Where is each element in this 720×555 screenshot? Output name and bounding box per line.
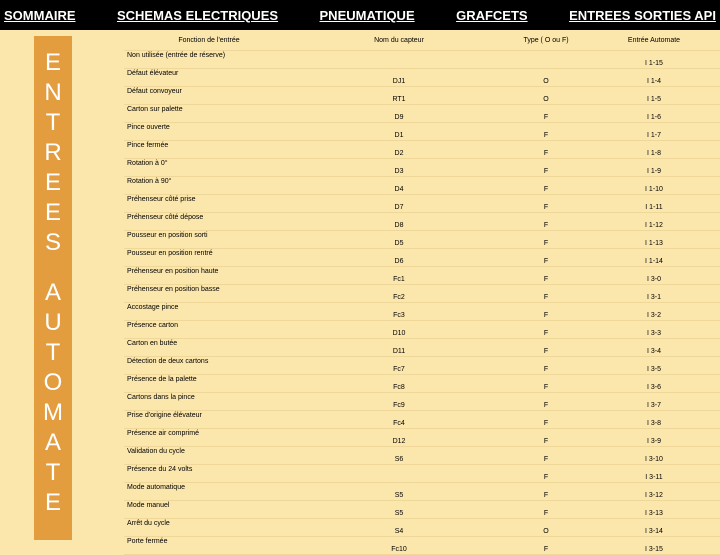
cell-capteur: D5 bbox=[294, 231, 504, 249]
table-row bbox=[124, 483, 720, 501]
cell-capteur: S4 bbox=[294, 519, 504, 537]
cell-entree: I 1-11 bbox=[588, 195, 720, 213]
cell-fonction: Rotation à 90° bbox=[124, 177, 294, 195]
cell-entree: I 1-15 bbox=[588, 51, 720, 69]
cell-capteur: Fc7 bbox=[294, 357, 504, 375]
table-header-row bbox=[124, 30, 720, 51]
table-body bbox=[124, 51, 720, 555]
cell-capteur: D12 bbox=[294, 429, 504, 447]
cell-type: F bbox=[504, 141, 588, 159]
cell-entree: I 3-2 bbox=[588, 303, 720, 321]
side-letter: N bbox=[44, 79, 62, 106]
cell-entree: I 3-1 bbox=[588, 285, 720, 303]
cell-capteur: S5 bbox=[294, 483, 504, 501]
table-row bbox=[124, 213, 720, 231]
cell-type: F bbox=[504, 267, 588, 285]
table-row bbox=[124, 195, 720, 213]
cell-type: F bbox=[504, 357, 588, 375]
cell-entree: I 3-13 bbox=[588, 501, 720, 519]
cell-fonction: Préhenseur en position basse bbox=[124, 285, 294, 303]
table-row bbox=[124, 501, 720, 519]
side-letter: U bbox=[44, 309, 62, 336]
side-title-column bbox=[34, 36, 72, 540]
table-row bbox=[124, 447, 720, 465]
table-row bbox=[124, 87, 720, 105]
side-letter: E bbox=[44, 199, 61, 226]
table-row bbox=[124, 303, 720, 321]
cell-capteur: Fc2 bbox=[294, 285, 504, 303]
header-nom-capteur: Nom du capteur bbox=[294, 30, 504, 51]
header-type: Type ( O ou F) bbox=[504, 30, 588, 51]
nav-link-entrees-sorties-api[interactable]: ENTREES SORTIES API bbox=[569, 7, 716, 23]
table-row bbox=[124, 249, 720, 267]
cell-type: F bbox=[504, 195, 588, 213]
cell-type: F bbox=[504, 105, 588, 123]
table-row bbox=[124, 321, 720, 339]
table-row bbox=[124, 123, 720, 141]
table-row bbox=[124, 393, 720, 411]
cell-fonction: Détection de deux cartons bbox=[124, 357, 294, 375]
header-entree-automate: Entrée Automate bbox=[588, 30, 720, 51]
cell-fonction: Carton sur palette bbox=[124, 105, 294, 123]
cell-type: F bbox=[504, 483, 588, 501]
cell-fonction: Arrêt du cycle bbox=[124, 519, 294, 537]
table-row bbox=[124, 375, 720, 393]
cell-entree: I 3-14 bbox=[588, 519, 720, 537]
nav-link-pneumatique[interactable]: PNEUMATIQUE bbox=[319, 7, 415, 23]
cell-entree: I 3-5 bbox=[588, 357, 720, 375]
cell-type: F bbox=[504, 375, 588, 393]
table-row bbox=[124, 465, 720, 483]
cell-entree: I 1-7 bbox=[588, 123, 720, 141]
cell-capteur: D7 bbox=[294, 195, 504, 213]
cell-entree: I 3-0 bbox=[588, 267, 720, 285]
cell-capteur: D9 bbox=[294, 105, 504, 123]
cell-fonction: Présence du 24 volts bbox=[124, 465, 294, 483]
cell-type: F bbox=[504, 501, 588, 519]
cell-type: F bbox=[504, 537, 588, 555]
cell-type: F bbox=[504, 411, 588, 429]
cell-capteur: Fc8 bbox=[294, 375, 504, 393]
cell-fonction: Défaut convoyeur bbox=[124, 87, 294, 105]
cell-capteur: D3 bbox=[294, 159, 504, 177]
cell-fonction: Prise d'origine élévateur bbox=[124, 411, 294, 429]
cell-fonction: Pince ouverte bbox=[124, 123, 294, 141]
cell-fonction: Pince fermée bbox=[124, 141, 294, 159]
cell-type: F bbox=[504, 465, 588, 483]
cell-capteur: RT1 bbox=[294, 87, 504, 105]
table-row bbox=[124, 231, 720, 249]
cell-capteur: S5 bbox=[294, 501, 504, 519]
cell-type: F bbox=[504, 321, 588, 339]
cell-entree: I 3-15 bbox=[588, 537, 720, 555]
cell-entree: I 3-8 bbox=[588, 411, 720, 429]
side-letter: S bbox=[44, 229, 61, 256]
table-row bbox=[124, 141, 720, 159]
cell-capteur: D4 bbox=[294, 177, 504, 195]
side-letter: T bbox=[45, 109, 61, 136]
cell-fonction: Validation du cycle bbox=[124, 447, 294, 465]
cell-capteur: Fc10 bbox=[294, 537, 504, 555]
cell-entree: I 1-13 bbox=[588, 231, 720, 249]
cell-fonction: Non utilisée (entrée de réserve) bbox=[124, 51, 294, 69]
cell-capteur: DJ1 bbox=[294, 69, 504, 87]
cell-fonction: Présence de la palette bbox=[124, 375, 294, 393]
cell-entree: I 1-5 bbox=[588, 87, 720, 105]
cell-fonction: Mode automatique bbox=[124, 483, 294, 501]
nav-link-sommaire[interactable]: SOMMAIRE bbox=[4, 7, 76, 23]
table-row bbox=[124, 339, 720, 357]
cell-type: F bbox=[504, 303, 588, 321]
cell-entree: I 3-3 bbox=[588, 321, 720, 339]
side-word-automate bbox=[34, 278, 72, 518]
table-row bbox=[124, 285, 720, 303]
cell-capteur: D6 bbox=[294, 249, 504, 267]
cell-type: O bbox=[504, 87, 588, 105]
cell-capteur: D10 bbox=[294, 321, 504, 339]
cell-capteur: S6 bbox=[294, 447, 504, 465]
cell-entree: I 1-6 bbox=[588, 105, 720, 123]
cell-entree: I 3-6 bbox=[588, 375, 720, 393]
side-letter: E bbox=[44, 489, 61, 516]
cell-entree: I 3-4 bbox=[588, 339, 720, 357]
side-word-entrees bbox=[34, 48, 72, 258]
side-letter: O bbox=[43, 369, 63, 396]
cell-type: F bbox=[504, 393, 588, 411]
cell-capteur: Fc4 bbox=[294, 411, 504, 429]
cell-fonction: Préhenseur côté prise bbox=[124, 195, 294, 213]
cell-fonction: Défaut élévateur bbox=[124, 69, 294, 87]
side-letter: T bbox=[45, 339, 61, 366]
table-row bbox=[124, 159, 720, 177]
table-row bbox=[124, 51, 720, 69]
cell-entree: I 3-12 bbox=[588, 483, 720, 501]
cell-capteur: Fc3 bbox=[294, 303, 504, 321]
cell-type: F bbox=[504, 123, 588, 141]
cell-type: O bbox=[504, 519, 588, 537]
cell-fonction: Pousseur en position sorti bbox=[124, 231, 294, 249]
cell-type: F bbox=[504, 177, 588, 195]
table-row bbox=[124, 177, 720, 195]
cell-fonction: Préhenseur en position haute bbox=[124, 267, 294, 285]
cell-capteur bbox=[294, 51, 504, 69]
cell-entree: I 1-4 bbox=[588, 69, 720, 87]
cell-type: F bbox=[504, 447, 588, 465]
table-row bbox=[124, 357, 720, 375]
cell-fonction: Présence air comprimé bbox=[124, 429, 294, 447]
cell-type: O bbox=[504, 69, 588, 87]
cell-entree: I 3-9 bbox=[588, 429, 720, 447]
io-table bbox=[124, 30, 720, 555]
cell-capteur: D8 bbox=[294, 213, 504, 231]
cell-entree: I 1-10 bbox=[588, 177, 720, 195]
cell-fonction: Préhenseur côté dépose bbox=[124, 213, 294, 231]
table-row bbox=[124, 537, 720, 555]
side-letter: M bbox=[43, 399, 63, 426]
table-row bbox=[124, 411, 720, 429]
nav-link-grafcets[interactable]: GRAFCETS bbox=[456, 7, 528, 23]
side-letter: E bbox=[44, 169, 61, 196]
cell-type: F bbox=[504, 159, 588, 177]
side-letter: R bbox=[44, 139, 62, 166]
cell-fonction: Porte fermée bbox=[124, 537, 294, 555]
cell-fonction: Accostage pince bbox=[124, 303, 294, 321]
cell-type: F bbox=[504, 249, 588, 267]
cell-fonction: Carton en butée bbox=[124, 339, 294, 357]
table-row bbox=[124, 267, 720, 285]
cell-entree: I 1-8 bbox=[588, 141, 720, 159]
cell-capteur: D11 bbox=[294, 339, 504, 357]
cell-fonction: Présence carton bbox=[124, 321, 294, 339]
cell-fonction: Pousseur en position rentré bbox=[124, 249, 294, 267]
cell-type: F bbox=[504, 213, 588, 231]
side-letter: T bbox=[45, 459, 61, 486]
table-row bbox=[124, 519, 720, 537]
table-row bbox=[124, 105, 720, 123]
cell-entree: I 1-12 bbox=[588, 213, 720, 231]
cell-type: F bbox=[504, 285, 588, 303]
cell-fonction: Rotation à 0° bbox=[124, 159, 294, 177]
cell-entree: I 3-10 bbox=[588, 447, 720, 465]
cell-fonction: Cartons dans la pince bbox=[124, 393, 294, 411]
nav-link-schemas-electriques[interactable]: SCHEMAS ELECTRIQUES bbox=[116, 7, 279, 23]
cell-capteur: Fc1 bbox=[294, 267, 504, 285]
cell-entree: I 1-9 bbox=[588, 159, 720, 177]
cell-entree: I 3-7 bbox=[588, 393, 720, 411]
cell-capteur bbox=[294, 465, 504, 483]
side-letter: E bbox=[44, 49, 61, 76]
side-letter: A bbox=[44, 429, 61, 456]
top-nav-bar bbox=[0, 0, 720, 30]
side-letter: A bbox=[44, 279, 61, 306]
cell-capteur: D1 bbox=[294, 123, 504, 141]
cell-type: F bbox=[504, 339, 588, 357]
cell-capteur: Fc9 bbox=[294, 393, 504, 411]
table-row bbox=[124, 429, 720, 447]
cell-type: F bbox=[504, 231, 588, 249]
cell-fonction: Mode manuel bbox=[124, 501, 294, 519]
cell-entree: I 1-14 bbox=[588, 249, 720, 267]
cell-entree: I 3-11 bbox=[588, 465, 720, 483]
cell-capteur: D2 bbox=[294, 141, 504, 159]
cell-type: F bbox=[504, 429, 588, 447]
table-row bbox=[124, 69, 720, 87]
header-fonction: Fonction de l'entrée bbox=[124, 30, 294, 51]
cell-type bbox=[504, 51, 588, 69]
